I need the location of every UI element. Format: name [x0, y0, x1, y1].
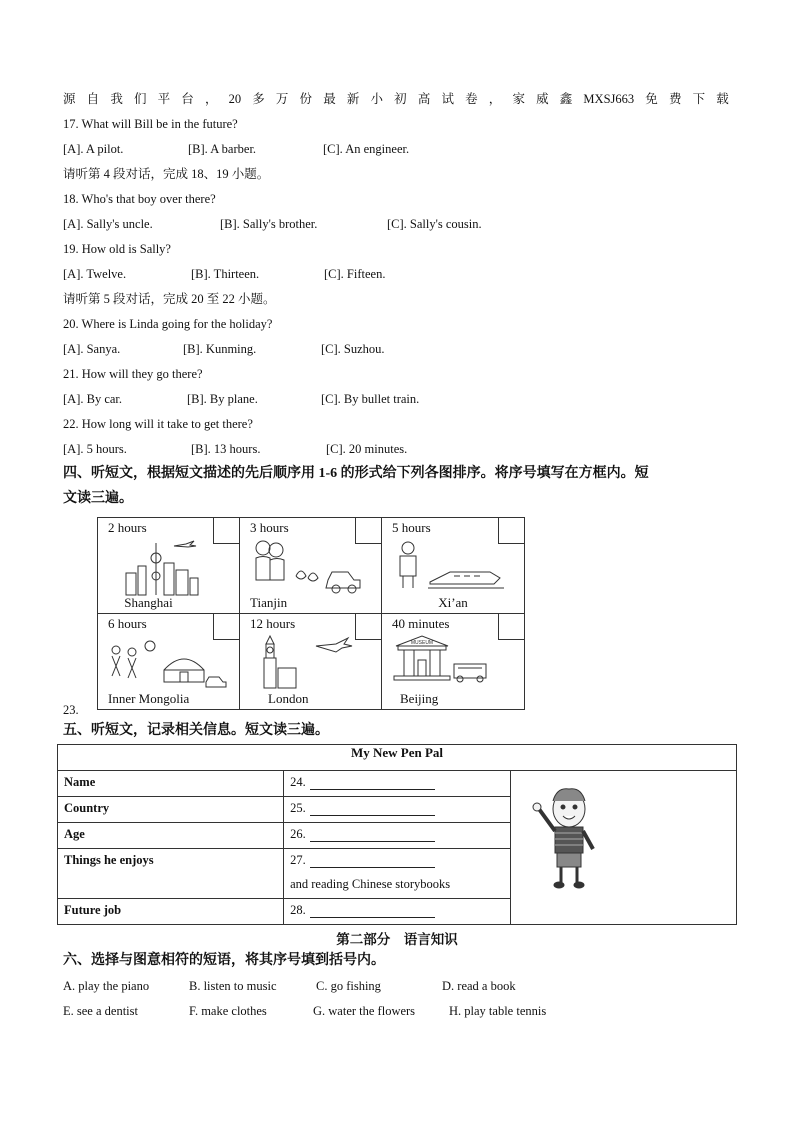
museum-bus-icon	[392, 632, 512, 690]
question-18: 18. Who's that boy over there?	[63, 192, 216, 206]
row-label: Country	[58, 797, 284, 823]
city-label: Tianjin	[250, 595, 288, 610]
phrase-e: E. see a dentist	[63, 1004, 138, 1018]
time-label: 40 minutes	[392, 616, 450, 631]
option-a: [A]. By car.	[63, 392, 123, 406]
header-token: 万	[275, 92, 289, 106]
phrase-row-2	[63, 1003, 546, 1019]
row-answer	[284, 899, 511, 925]
table-row	[58, 771, 737, 797]
time-label: 12 hours	[250, 616, 296, 631]
skyline-icon	[116, 538, 216, 598]
option-c: [C]. An engineer.	[323, 142, 410, 156]
row-label: Name	[58, 771, 284, 797]
picture-xian	[382, 518, 524, 614]
city-label: Xi’an	[438, 595, 468, 610]
question-17: 17. What will Bill be in the future?	[63, 117, 238, 131]
option-b: [B]. A barber.	[188, 142, 257, 156]
row-label: Things he enjoys	[58, 849, 284, 899]
header-token: MXSJ663	[583, 92, 635, 106]
option-a: [A]. A pilot.	[63, 142, 124, 156]
row-label: Future job	[58, 899, 284, 925]
options-22	[63, 441, 407, 457]
option-c: [C]. 20 minutes.	[326, 442, 408, 456]
pen-pal-table	[57, 744, 737, 925]
time-label: 6 hours	[108, 616, 147, 631]
picture-grid	[97, 517, 525, 710]
option-b: [B]. 13 hours.	[191, 442, 261, 456]
header-token: 高	[417, 92, 431, 106]
phrase-h: H. play table tennis	[449, 1004, 547, 1018]
option-a: [A]. Twelve.	[63, 267, 127, 281]
header-token: 威	[536, 92, 549, 106]
option-b: [B]. Kunming.	[183, 342, 257, 356]
section-6-title: 六、选择与图意相符的短语，将其序号填到括号内。	[63, 953, 385, 968]
row-extra: and reading Chinese storybooks	[290, 877, 451, 891]
header-token: 下	[692, 92, 706, 106]
phrase-c: C. go fishing	[316, 979, 381, 993]
options-18	[63, 216, 482, 232]
boy-waving-icon	[525, 783, 615, 893]
city-label: Beijing	[400, 691, 439, 706]
row-answer	[284, 849, 511, 899]
header-token: 小	[370, 92, 384, 106]
city-label: London	[268, 691, 309, 706]
question-20: 20. Where is Linda going for the holiday?	[63, 317, 273, 331]
header-line	[63, 91, 729, 107]
header-token: 家	[512, 92, 525, 106]
header-token: 份	[299, 92, 313, 106]
instruction-18-19: 请听第 4 段对话，完成 18、19 小题。	[63, 167, 270, 181]
answer-blank[interactable]	[310, 829, 435, 842]
answer-blank[interactable]	[310, 905, 435, 918]
row-number: 25.	[290, 801, 306, 815]
header-token: 载	[716, 92, 729, 106]
header-token: 们	[133, 92, 147, 106]
header-token: 台	[181, 92, 194, 106]
row-label: Age	[58, 823, 284, 849]
header-token: 最	[323, 92, 336, 106]
header-token: 试	[441, 92, 454, 106]
header-token: 自	[86, 92, 100, 106]
options-17	[63, 141, 409, 157]
option-b: [B]. Sally's brother.	[220, 217, 318, 231]
answer-blank[interactable]	[310, 855, 435, 868]
header-token: ，	[488, 92, 502, 106]
museum-sign: MUSEUM	[410, 640, 434, 646]
row-answer	[284, 823, 511, 849]
header-token: 源	[63, 92, 76, 106]
picture-london	[240, 614, 382, 709]
row-number: 26.	[290, 827, 306, 841]
header-token: 费	[668, 92, 682, 106]
question-22: 22. How long will it take to get there?	[63, 417, 253, 431]
phrase-b: B. listen to music	[189, 979, 277, 993]
phrase-g: G. water the flowers	[313, 1004, 416, 1018]
option-b: [B]. Thirteen.	[191, 267, 260, 281]
answer-blank[interactable]	[310, 777, 435, 790]
header-token: 平	[157, 92, 171, 106]
option-c: [C]. Suzhou.	[321, 342, 385, 356]
warrior-train-icon	[394, 538, 514, 598]
part-2-title: 第二部分 语言知识	[336, 932, 458, 947]
header-token: ，	[204, 92, 218, 106]
table-title: My New Pen Pal	[58, 745, 737, 771]
options-21	[63, 391, 419, 407]
header-token: 鑫	[559, 92, 573, 106]
picture-shanghai	[98, 518, 240, 614]
picture-inner-mongolia	[98, 614, 240, 709]
option-b: [B]. By plane.	[187, 392, 258, 406]
row-number: 28.	[290, 903, 306, 917]
answer-box[interactable]	[213, 518, 239, 544]
header-token: 20	[228, 92, 242, 106]
time-label: 3 hours	[250, 520, 289, 535]
picture-tianjin	[240, 518, 382, 614]
row-answer	[284, 797, 511, 823]
header-token: 多	[252, 92, 265, 106]
answer-blank[interactable]	[310, 803, 435, 816]
city-label: Shanghai	[124, 595, 173, 610]
phrase-d: D. read a book	[442, 979, 516, 993]
row-number: 24.	[290, 775, 306, 789]
question-21: 21. How will they go there?	[63, 367, 203, 381]
option-c: [C]. Fifteen.	[324, 267, 386, 281]
phrase-a: A. play the piano	[63, 979, 150, 993]
people-car-icon	[248, 536, 368, 598]
header-token: 免	[645, 92, 658, 106]
option-a: [A]. Sally's uncle.	[63, 217, 153, 231]
question-23-number: 23.	[63, 703, 79, 717]
header-token: 新	[346, 92, 360, 106]
phrase-f: F. make clothes	[189, 1004, 267, 1018]
row-number: 27.	[290, 853, 306, 867]
big-ben-plane-icon	[254, 632, 374, 692]
option-c: [C]. By bullet train.	[321, 392, 420, 406]
option-c: [C]. Sally's cousin.	[387, 217, 482, 231]
boy-picture-cell	[510, 771, 736, 925]
section-5-title: 五、听短文，记录相关信息。短文读三遍。	[63, 723, 329, 738]
picture-beijing	[382, 614, 524, 709]
yurt-dancers-icon	[106, 634, 236, 692]
header-token: 卷	[465, 92, 478, 106]
city-label: Inner Mongolia	[108, 691, 190, 706]
header-token: 初	[394, 92, 407, 106]
time-label: 5 hours	[392, 520, 431, 535]
header-token: 我	[110, 92, 123, 106]
instruction-20-22: 请听第 5 段对话，完成 20 至 22 小题。	[63, 292, 276, 306]
question-19: 19. How old is Sally?	[63, 242, 171, 256]
phrase-row-1	[63, 978, 516, 994]
option-a: [A]. 5 hours.	[63, 442, 127, 456]
option-a: [A]. Sanya.	[63, 342, 121, 356]
options-19	[63, 266, 385, 282]
row-answer	[284, 771, 511, 797]
section-4-title-cont: 文读三遍。	[63, 491, 133, 506]
section-4-title: 四、听短文，根据短文描述的先后顺序用 1-6 的形式给下列各图排序。将序号填写在方框内。短	[63, 466, 649, 481]
options-20	[63, 341, 385, 357]
time-label: 2 hours	[108, 520, 147, 535]
